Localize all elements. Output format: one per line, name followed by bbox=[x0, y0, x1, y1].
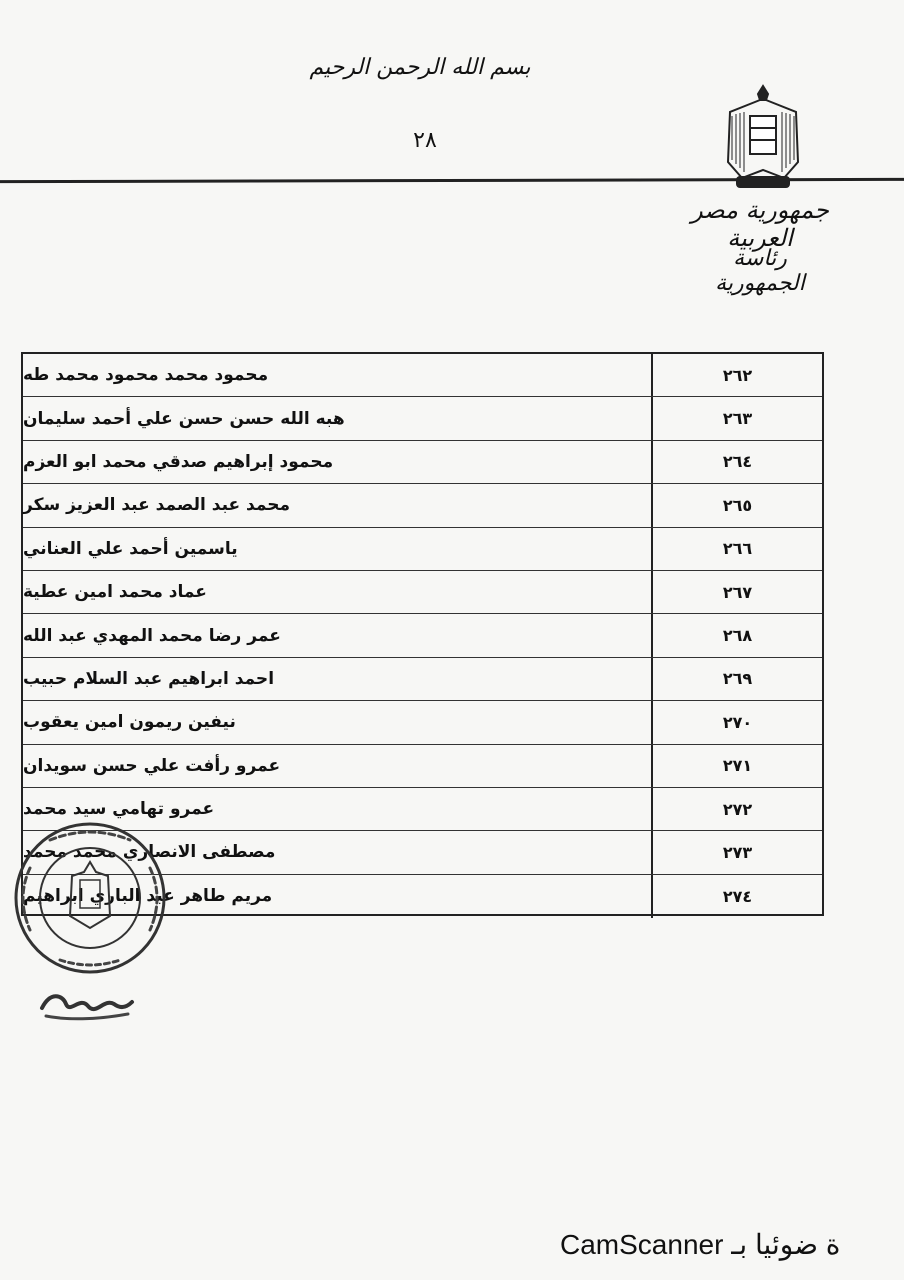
table-row bbox=[23, 658, 822, 701]
table-row bbox=[23, 571, 822, 614]
number-cell: ٢٦٣ bbox=[722, 409, 753, 429]
name-cell: عمرو تهامي سيد محمد bbox=[23, 788, 653, 830]
table-row bbox=[23, 701, 822, 744]
number-cell: ٢٧٢ bbox=[722, 799, 753, 819]
name-cell: محمود إبراهيم صدقي محمد ابو العزم bbox=[23, 441, 653, 483]
basmala: بسم الله الرحمن الرحيم bbox=[309, 55, 531, 80]
table-row bbox=[23, 528, 822, 571]
name-cell: ياسمين أحمد علي العناني bbox=[23, 528, 653, 570]
name-cell: مصطفى الانصاري محمد محمد bbox=[23, 831, 653, 873]
number-cell: ٢٧٠ bbox=[722, 712, 753, 732]
name-cell: محمود محمد محمود محمد طه bbox=[23, 354, 653, 396]
signature-icon bbox=[36, 986, 136, 1026]
number-cell: ٢٧٤ bbox=[722, 886, 753, 906]
name-cell: عمر رضا محمد المهدي عبد الله bbox=[23, 614, 653, 656]
name-cell: نيفين ريمون امين يعقوب bbox=[23, 701, 653, 743]
scanner-prefix: ة ضوئيا بـ bbox=[731, 1229, 841, 1260]
table-row bbox=[23, 354, 822, 397]
scanner-brand: CamScanner bbox=[560, 1229, 724, 1260]
number-cell: ٢٦٦ bbox=[722, 539, 753, 559]
table-row bbox=[23, 745, 822, 788]
number-cell: ٢٧١ bbox=[722, 756, 753, 776]
number-cell: ٢٧٣ bbox=[722, 842, 753, 862]
number-cell: ٢٦٧ bbox=[722, 582, 753, 602]
number-cell: ٢٦٤ bbox=[722, 452, 753, 472]
official-seal-icon bbox=[10, 818, 170, 978]
office-name: رئاسة الجمهورية bbox=[715, 246, 805, 296]
number-cell: ٢٦٥ bbox=[722, 495, 753, 515]
name-cell: هبه الله حسن حسن علي أحمد سليمان bbox=[23, 397, 653, 439]
table-row bbox=[23, 484, 822, 527]
scanner-watermark bbox=[560, 1228, 904, 1268]
name-cell: احمد ابراهيم عبد السلام حبيب bbox=[23, 658, 653, 700]
number-cell: ٢٦٩ bbox=[722, 669, 753, 689]
table-row bbox=[23, 397, 822, 440]
state-name: جمهورية مصر العربية bbox=[691, 196, 829, 252]
table-row bbox=[23, 614, 822, 657]
number-cell: ٢٦٨ bbox=[722, 626, 753, 646]
name-cell: عمرو رأفت علي حسن سويدان bbox=[23, 745, 653, 787]
page-number: ٢٨ bbox=[413, 128, 437, 153]
name-cell: محمد عبد الصمد عبد العزيز سكر bbox=[23, 484, 653, 526]
name-cell: عماد محمد امين عطية bbox=[23, 571, 653, 613]
name-cell: مريم طاهر عبد الباري ابراهيم bbox=[23, 875, 653, 918]
number-cell: ٢٦٢ bbox=[722, 365, 753, 385]
table-row bbox=[23, 441, 822, 484]
